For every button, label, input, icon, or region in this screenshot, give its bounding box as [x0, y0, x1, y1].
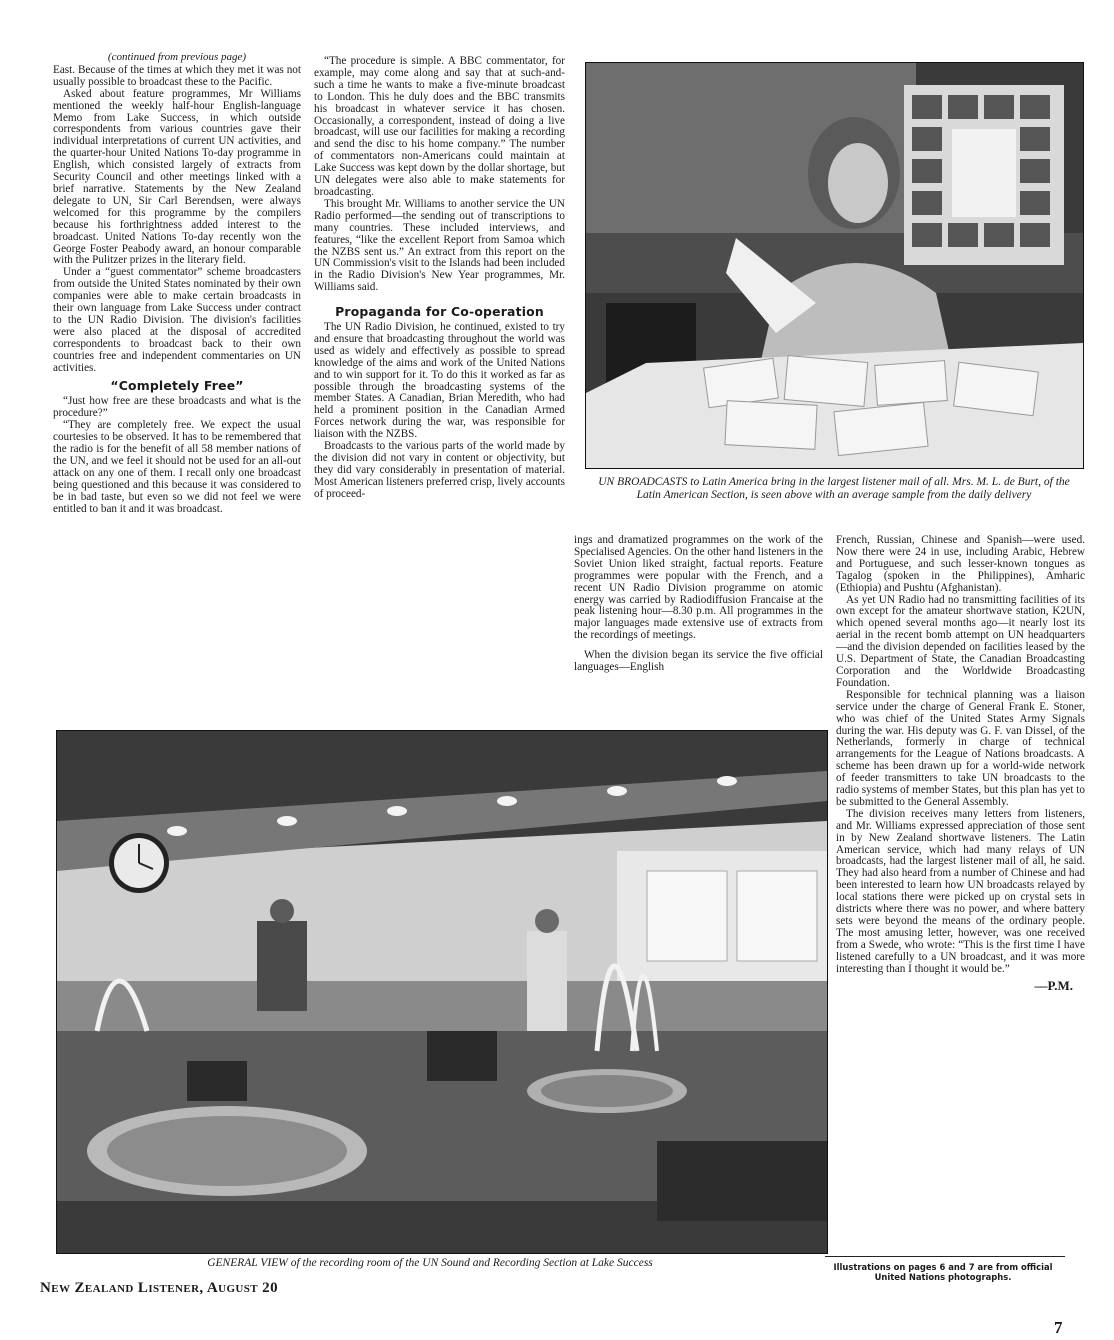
subheading-propaganda: Propaganda for Co-operation [335, 304, 544, 320]
subheading-completely-free: “Completely Free” [110, 378, 244, 394]
caption-bottom-photo: GENERAL VIEW of the recording room of the UN Sound and Recording Section at Lake Success [207, 1257, 653, 1269]
credit-divider [825, 1256, 1065, 1257]
paragraph: The division receives many letters from listeners, and Mr. Williams expressed appreciation of those sent in by New Zealand shortwave listeners. The Latin American service, which had many relays of UN broadcasts, had the largest listener mail of all, he said. They had also heard from a number of Chinese and had been interested to learn how UN broadcasts relayed by local stations there were picked up on crystal sets in districts where there was no power, and where battery sets were beyond the means of the ordinary people. The most amusing letter, however, was one received from a Swede, who wrote: “This is the first time I have listened carefully to a UN broadcast, and it was more interesting than I thought it would be.” [836, 807, 1085, 975]
article-column-2 [314, 56, 565, 726]
photo-latin-america-mail [585, 62, 1084, 469]
article-column-4 [836, 535, 1085, 1250]
publication-title: New Zealand Listener, August 20 [40, 1280, 278, 1296]
paragraph: Broadcasts to the various parts of the world made by the division did not vary in content or objectivity, but they did vary considerably in presentation of material. Most American listeners preferred crisp, lively accounts of proceed- [314, 440, 565, 500]
paragraph: Under a “guest commentator” scheme broadcasters from outside the United States nominated by their own companies were able to make certain broadcasts in their own language from Lake Success under contract to the UN Radio Division. The division's facilities were also placed at the disposal of accredited correspondents to broadcast back to their own countries free and independent commentaries on UN activities. [53, 266, 301, 374]
paragraph: The UN Radio Division, he continued, existed to try and ensure that broadcasting throughout the world was used as widely and effectively as possible to spread knowledge of the aims and work of the United Nations and to win support for it. To do this it worked as far as possible through the broadcasting systems of the member States. A Canadian, Brian Meredith, who had held a prominent position in the Canadian Armed Forces network during the war, was responsible for liaison with the NZBS. [314, 321, 565, 441]
paragraph: This brought Mr. Williams to another service the UN Radio performed—the sending out of transcriptions to many countries. These included interviews, and features, “like the excellent Report from Samoa which the NZBS sent us.” An extract from this report on the UN Commission's visit to the Islands had been included in the Radio Division's New Year programmes, Mr. Williams said. [314, 197, 565, 294]
paragraph: ings and dramatized programmes on the work of the Specialised Agencies. On the other hand listeners in the Soviet Union liked straight, factual reports. Feature programmes were popular with the French, and a recent UN Radio Division programme on atomic energy was carried by Radiodiffusion Francaise at the peak listening hour—8.30 p.m. All programmes in the major languages made extensive use of extracts from the recordings of meetings. [574, 535, 823, 642]
paragraph: Asked about feature programmes, Mr Williams mentioned the weekly half-hour English-language Memo from Lake Success, in which outside correspondents from various countries gave their individual interpretations of current UN activities, and the quarter-hour United Nations To-day programme in English, which consisted largely of extracts from Security Council and other meetings linked with a brief narrative. Statements by the New Zealand delegate to UN, Sir Carl Berendsen, were always welcomed for this programme by the compilers because his forthrightness added interest to the broadcast. United Nations To-day recently won the George Foster Peabody award, an honour comparable with the Pulitzer prizes in the literary field. [53, 87, 301, 267]
paragraph: When the division began its service the five official languages—English [574, 649, 823, 674]
author-signature: —P.M. [1034, 977, 1073, 993]
paragraph: “They are completely free. We expect the usual courtesies to be observed. It has to be remembered that the radio is for the benefit of all 58 member nations of the UN, and we feel it should not be used for an all-out attack on any one of them. I recall only one broadcast being questioned and this because it was considered to be in bad taste, but even so we did not feel we were entitled to ban it and it was broadcast. [53, 419, 301, 515]
paragraph: French, Russian, Chinese and Spanish—were used. Now there were 24 in use, including Arabic, Hebrew and Portuguese, and such lesser-known tongues as Tagalog (spoken in the Philippines), Amharic (Ethiopia) and Pushtu (Afghanistan). [836, 535, 1085, 594]
photo-recording-room [56, 730, 828, 1254]
paragraph: Responsible for technical planning was a liaison service under the charge of General Frank E. Stoner, who was chief of the United States Army Signals during the war. His deputy was G. F. van Dissel, of the Netherlands, formerly in charge of technical arrangements for the League of Nations broadcasts. A scheme has been drawn up for a world-wide network of feeder transmitters to take UN broadcasts to the radio systems of member States, but this plan has yet to be submitted to the General Assembly. [836, 688, 1085, 808]
paragraph: As yet UN Radio had no transmitting facilities of its own except for the amateur shortwave station, K2UN, which opened several months ago—it nearly lost its aerial in the recent bomb attempt on UN headquarters—and the division depended on facilities leased by the U.S. Department of State, the Canadian Broadcasting Corporation and the Worldwide Broadcasting Foundation. [836, 593, 1085, 689]
article-column-3 [574, 535, 823, 727]
article-column-1 [53, 52, 301, 724]
caption-top-photo: UN BROADCASTS to Latin America bring in the largest listener mail of all. Mrs. M. L. de Burt, of the Latin American Section, is seen above with an average sample from the daily delivery [598, 476, 1070, 501]
page-number: 7 [1054, 1318, 1063, 1337]
paragraph: “Just how free are these broadcasts and what is the procedure?” [53, 395, 301, 420]
paragraph: East. Because of the times at which they met it was not usually possible to broadcast these to the Pacific. [53, 63, 301, 88]
photo-credit: Illustrations on pages 6 and 7 are from official United Nations photographs. [833, 1262, 1053, 1282]
continued-label: (continued from previous page) [107, 52, 247, 63]
paragraph: “The procedure is simple. A BBC commentator, for example, may come along and say that at such-and-such a time he wants to make a five-minute broadcast to London. This he duly does and the BBC transmits his broadcast in whatever service it has chosen. Occasionally, a correspondent, instead of doing a live broadcast, will use our facilities for making a recording and send the disc to his home company.” The number of commentators non-Americans could maintain at Lake Success was kept down by the dollar shortage, but UN delegates were also able to make statements for broadcasting. [314, 56, 565, 198]
